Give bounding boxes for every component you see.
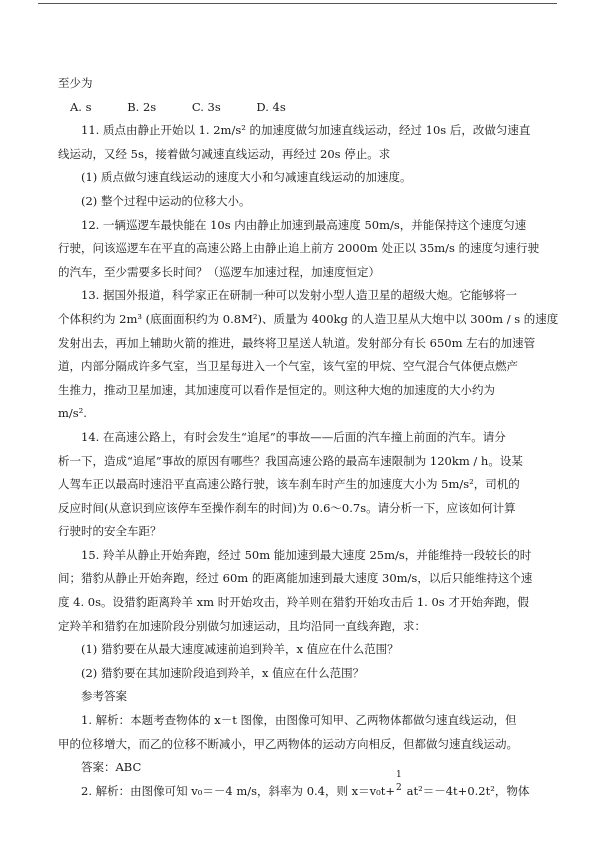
answer-1-line-1: 1. 解析：本题考查物体的 x－t 图像，由图像可知甲、乙两物体都做匀速直线运动，但 bbox=[81, 713, 517, 728]
question-15-line-4: 定羚羊和猎豹在加速阶段分别做匀加速运动，且均沿同一直线奔跑，求： bbox=[58, 618, 426, 633]
question-15-part-2: (2) 猎豹要在其加速阶段追到羚羊，x 值应在什么范围？ bbox=[81, 665, 365, 680]
question-11-line-1: 11. 质点由静止开始以 1. 2m/s² 的加速度做匀加速直线运动，经过 10s 后，改做匀速直 bbox=[81, 123, 531, 138]
question-11-part-1: (1) 质点做匀速直线运动的速度大小和匀减速直线运动的加速度。 bbox=[81, 170, 412, 185]
header-rule bbox=[38, 3, 557, 4]
question-12-line-3: 的汽车，至少需要多长时间？（巡逻车加速过程，加速度恒定） bbox=[58, 264, 380, 279]
answer-2-text-start: 2. 解析：由图像可知 v₀＝－4 m/s，斜率为 0.4，则 x＝v₀t+ bbox=[81, 783, 395, 798]
question-14-line-2: 析一下，造成“追尾”事故的原因有哪些？我国高速公路的最高车速限制为 120km / h。设某 bbox=[58, 453, 523, 468]
question-13-line-1: 13. 据国外报道，科学家正在研制一种可以发射小型人造卫星的超级大炮。它能够将一 bbox=[81, 288, 517, 303]
option-b: B. 2s bbox=[127, 99, 157, 114]
option-a: A. s bbox=[70, 99, 92, 114]
question-13-line-2: 个体积约为 2m³ (底面面积约为 0.8M²)、质量为 400kg 的人造卫星从大炮中以 300m / s 的速度 bbox=[58, 311, 559, 326]
question-11-line-2: 线运动，又经 5s，接着做匀减速直线运动，再经过 20s 停止。求 bbox=[58, 146, 391, 161]
question-10-tail: 至少为 bbox=[58, 76, 93, 90]
question-13-line-3: 发射出去，再加上辅助火箭的推进，最终将卫星送人轨道。发射部分有长 650m 左右的加速管 bbox=[58, 335, 536, 350]
one-half-fraction bbox=[395, 769, 403, 795]
question-11-part-2: (2) 整个过程中运动的位移大小。 bbox=[81, 193, 251, 208]
question-14-line-5: 行驶时的安全车距？ bbox=[58, 524, 162, 539]
question-14-line-4: 反应时间(从意识到应该停车至操作刹车的时间)为 0.6～0.7s。请分析一下，应该如何计算 bbox=[58, 500, 516, 515]
answer-2-text-end: at²＝－4t+0.2t²，物体 bbox=[403, 783, 530, 798]
question-10-options bbox=[58, 96, 538, 120]
option-c: C. 3s bbox=[191, 99, 221, 114]
answer-1-line-2: 甲的位移增大，而乙的位移不断减小，甲乙两物体的运动方向相反，但都做匀速直线运动。 bbox=[58, 736, 518, 751]
document-body bbox=[58, 72, 559, 803]
question-15-part-1: (1) 猎豹要在从最大速度减速前追到羚羊，x 值应在什么范围？ bbox=[81, 642, 399, 657]
answer-1-result: 答案：ABC bbox=[81, 760, 142, 775]
question-15-line-2: 间；猎豹从静止开始奔跑，经过 60m 的距离能加速到最大速度 30m/s，以后只能维持这个速 bbox=[58, 571, 533, 586]
fraction-numerator: 1 bbox=[396, 769, 402, 780]
question-14-line-1: 14. 在高速公路上，有时会发生“追尾”的事故——后面的汽车撞上前面的汽车。请分 bbox=[81, 429, 506, 444]
question-15-line-3: 度 4. 0s。设猎豹距离羚羊 xm 时开始攻击，羚羊则在猎豹开始攻击后 1. 0s 才开始奔跑，假 bbox=[58, 595, 529, 610]
question-12-line-2: 行驶，问该巡逻车在平直的高速公路上由静止追上前方 2000m 处正以 35m/s 的速度匀速行驶 bbox=[58, 241, 540, 256]
question-12-line-1: 12. 一辆巡逻车最快能在 10s 内由静止加速到最高速度 50m/s，并能保持这个速度匀速 bbox=[81, 217, 527, 232]
question-13-line-4: 道，内部分隔成许多气室，当卫星每进入一个气室，该气室的甲烷、空气混合气体便点燃产 bbox=[58, 359, 518, 374]
fraction-denominator: 2 bbox=[396, 782, 402, 793]
question-13-line-5: 生推力，推动卫星加速，其加速度可以看作是恒定的。则这种大炮的加速度的大小约为 bbox=[58, 382, 495, 397]
question-15-line-1: 15. 羚羊从静止开始奔跑，经过 50m 能加速到最大速度 25m/s，并能维持一段较长的时 bbox=[81, 547, 532, 562]
answers-heading: 参考答案 bbox=[81, 689, 127, 704]
question-14-line-3: 人驾车正以最高时速沿平直高速公路行驶，该车刹车时产生的加速度大小为 5m/s²，司机的 bbox=[58, 477, 520, 492]
question-13-line-6: m/s². bbox=[58, 406, 87, 421]
answer-2-line-1 bbox=[58, 769, 538, 804]
option-d: D. 4s bbox=[256, 99, 286, 114]
